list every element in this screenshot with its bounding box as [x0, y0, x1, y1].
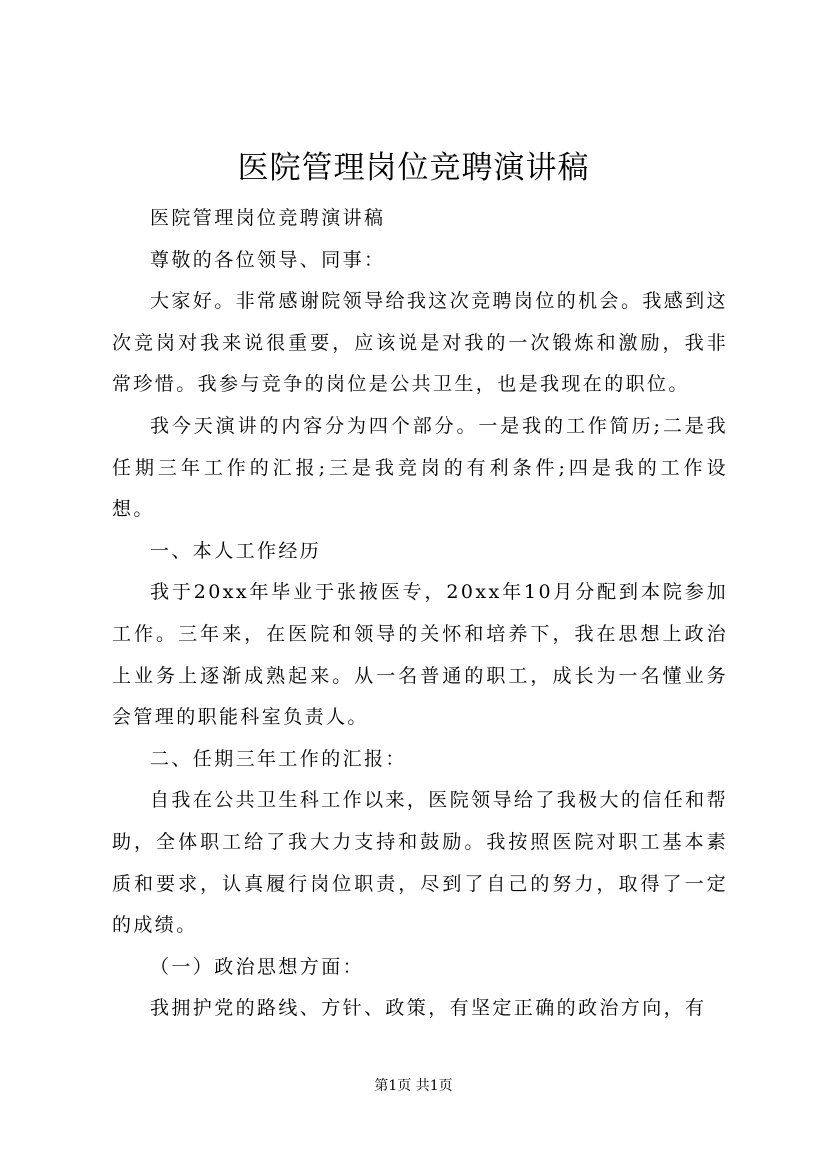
paragraph-work-report: 自我在公共卫生科工作以来，医院领导给了我极大的信任和帮助，全体职工给了我大力支持和鼓励。我按照医院对职工基本素质和要求，认真履行岗位职责，尽到了自己的努力，取得了一定的成绩。 — [112, 789, 728, 937]
document-body — [112, 198, 728, 1030]
paragraph-opening: 大家好。非常感谢院领导给我这次竞聘岗位的机会。我感到这次竞岗对我来说很重要，应该说是对我的一次锻炼和激励，我非常珍惜。我参与竞争的岗位是公共卫生，也是我现在的职位。 — [112, 290, 728, 396]
page-number: 第1页 共1页 — [374, 1078, 453, 1094]
paragraph-political: 我拥护党的路线、方针、政策，有坚定正确的政治方向，有 — [150, 997, 707, 1020]
paragraph-outline: 我今天演讲的内容分为四个部分。一是我的工作简历;二是我任期三年工作的汇报;三是我竞岗的有利条件;四是我的工作设想。 — [112, 414, 728, 521]
paragraph-subtitle: 医院管理岗位竞聘演讲稿 — [150, 207, 386, 229]
document-title: 医院管理岗位竞聘演讲稿 — [237, 150, 590, 186]
paragraph-work-experience: 我于20xx年毕业于张掖医专，20xx年10月分配到本院参加工作。三年来，在医院和领导的关怀和培养下，我在思想上政治上业务上逐渐成熟起来。从一名普通的职工，成长为一名懂业务会管理的职能科室负责人。 — [112, 581, 728, 729]
section-heading-1: 一、本人工作经历 — [150, 539, 322, 562]
section-heading-2: 二、任期三年工作的汇报： — [150, 747, 407, 770]
paragraph-greeting: 尊敬的各位领导、同事： — [150, 248, 386, 271]
subsection-heading-1: （一）政治思想方面： — [150, 955, 365, 978]
